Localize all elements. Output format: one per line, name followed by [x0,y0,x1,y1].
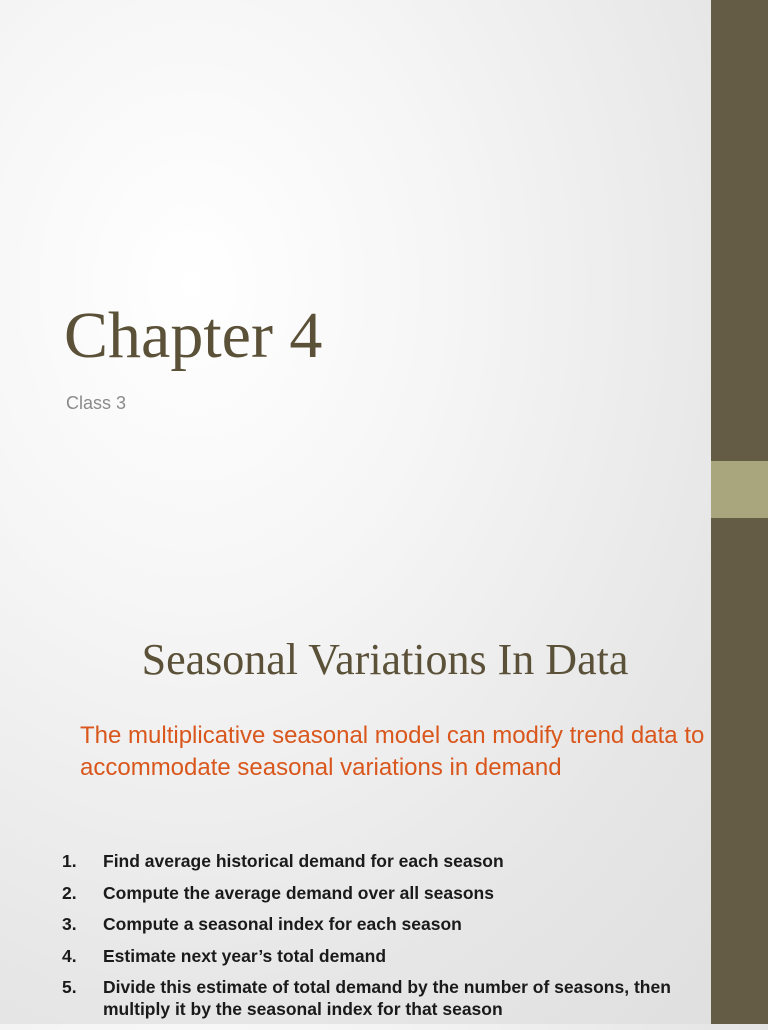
step-text: Compute a seasonal index for each season [103,914,462,934]
step-text: Estimate next year’s total demand [103,945,387,966]
step-text: Compute the average demand over all seasons [103,882,494,903]
step-number: 4. [62,945,77,966]
list-item [62,913,702,935]
steps-list [62,850,702,1030]
side-accent-block [711,461,768,518]
step-number: 5. [62,977,77,997]
step-number: 2. [62,882,77,903]
list-item [62,850,702,872]
chapter-subtitle: Class 3 [66,393,127,413]
step-text: Find average historical demand for each season [103,851,504,871]
step-number: 3. [62,914,77,934]
chapter-title: Chapter 4 [64,299,323,372]
list-item [62,976,702,1020]
step-text: Divide this estimate of total demand by the number of seasons, then multiply it by the seasonal index for that season [103,977,671,1019]
step-number: 1. [62,851,77,871]
list-item [62,945,702,967]
slide-title: Seasonal Variations In Data [141,635,629,684]
list-item [62,882,702,904]
lead-text: The multiplicative seasonal model can modify trend data to accommodate seasonal variations in demand [80,722,705,781]
